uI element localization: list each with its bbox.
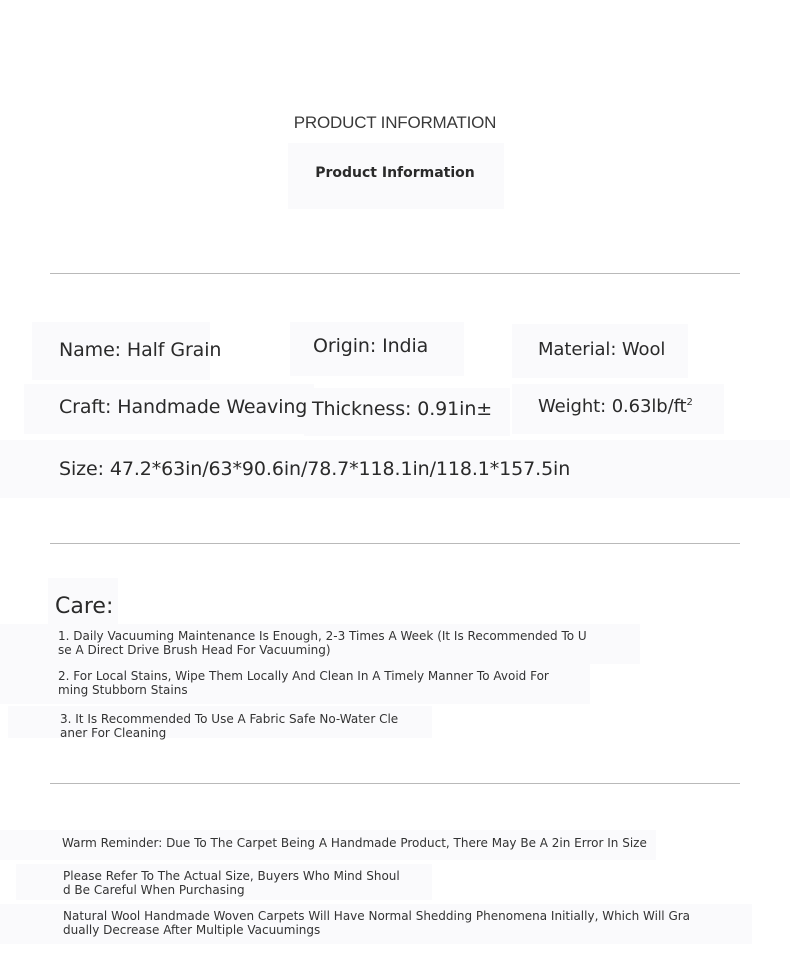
reminder-text: Warm Reminder: Due To The Carpet Being A Handmade Product, There May Be A 2in Error In Size xyxy=(62,836,647,850)
spec-material: Material: Wool xyxy=(538,339,666,360)
care-item: 1. Daily Vacuuming Maintenance Is Enough, 2-3 Times A Week (It Is Recommended To U se A Direct Drive Brush Head For Vacuuming) xyxy=(58,629,587,657)
spec-origin: Origin: India xyxy=(313,335,429,357)
spec-size: Size: 47.2*63in/63*90.6in/78.7*118.1in/118.1*157.5in xyxy=(59,458,571,480)
spec-weight xyxy=(538,396,693,417)
care-item: 3. It Is Recommended To Use A Fabric Safe No-Water Cle aner For Cleaning xyxy=(60,712,399,740)
divider xyxy=(50,273,740,274)
page-subheading: Product Information xyxy=(315,165,475,181)
spec-weight-value: Weight: 0.63lb/ft xyxy=(538,396,687,417)
divider xyxy=(50,543,740,544)
spec-craft: Craft: Handmade Weaving xyxy=(59,396,308,418)
divider xyxy=(50,783,740,784)
reminder-text: Please Refer To The Actual Size, Buyers Who Mind Shoul d Be Careful When Purchasing xyxy=(63,869,400,897)
care-item: 2. For Local Stains, Wipe Them Locally And Clean In A Timely Manner To Avoid For ming Stubborn Stains xyxy=(58,669,549,697)
spec-name: Name: Half Grain xyxy=(59,339,222,361)
reminder-text: Natural Wool Handmade Woven Carpets Will Have Normal Shedding Phenomena Initially, Which Will Gra dually Decrease After Multiple Vacuumings xyxy=(63,909,691,937)
spec-weight-exponent: 2 xyxy=(686,397,693,408)
page-heading: PRODUCT INFORMATION xyxy=(293,113,497,132)
care-title: Care: xyxy=(55,594,114,619)
spec-thickness: Thickness: 0.91in± xyxy=(312,398,493,420)
